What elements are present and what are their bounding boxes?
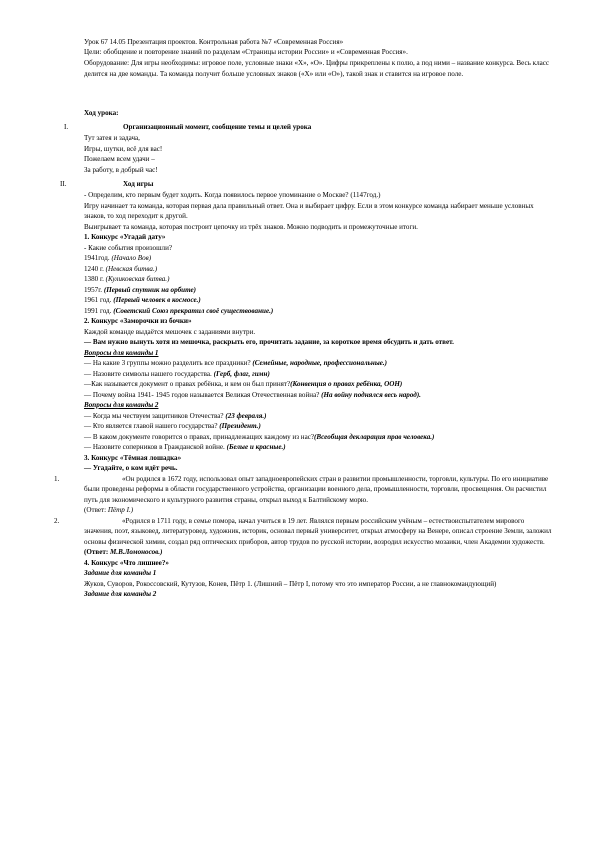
team-2-questions-heading: Вопросы для команды 2	[84, 401, 159, 409]
equipment-paragraph: Оборудование: Для игры необходимы: игровое поле, условные знаки «Х», «О». Цифры прикреплены к полю, а под ними – название конкурса. Весь класс делится на две команды. Та команда получит больше условных знаков («Х» или «О»), такой знак и ставится на игровое поле.	[84, 59, 550, 78]
team-1-questions-heading: Вопросы для команды 1	[84, 348, 159, 357]
contest-2-text: Каждой команде выдаётся мешочек с заданиями внутри.	[84, 327, 256, 336]
intro-line: - Определим, кто первым будет ходить. Когда появилось первое упоминание о Москве? (1147год.)	[84, 191, 381, 199]
question-item: — На какие 3 группы можно разделить все праздники? (Семейные, народные, профессиональные.)	[84, 359, 388, 367]
contest-4-title: 4. Конкурс «Что лишнее?»	[84, 558, 169, 567]
question-item: —Как называется документ о правах ребёнка, и кем он был принят?(Конвенция о правах ребёнка, ООН)	[84, 380, 403, 388]
question-item: — Назовите символы нашего государства. (Герб, флаг, гимн)	[84, 369, 270, 378]
task-1-heading: Задание для команды 1	[84, 569, 157, 577]
date-item: 1957г. (Первый спутник на орбите)	[84, 285, 197, 294]
date-item: 1941год. (Начало Вов)	[84, 254, 152, 262]
step-1-number: I.	[64, 123, 69, 131]
lesson-goals: Цели: обобщение и повторение знаний по разделам «Страницы истории России» и «Современная Россия».	[84, 48, 408, 56]
step-2-label: Ход игры	[123, 180, 154, 188]
question-item: — Почему война 1941- 1945 годов называется Великая Отечественная война? (На войну поднялся весь народ).	[84, 390, 421, 399]
contest-3-intro: — Угадайте, о ком идёт речь.	[84, 464, 178, 472]
task-2-heading: Задание для команды 2	[84, 590, 157, 598]
date-item: 1991 год. (Советский Союз прекратил своё существование.)	[84, 306, 274, 315]
question-item: — В каком документе говорится о правах, принадлежащих каждому из нас?(Всеобщая декларация прав человека.)	[84, 432, 435, 441]
date-item: 1240 г. (Невская битва.)	[84, 264, 158, 273]
riddle-item: 1. «Он родился в 1672 году, использовал опыт западноевропейских стран в развитии промышленности, торговли, культуры. По его инициативе были проведены реформы в области государственного устройства, организации военного дела, промышленности, торговли, просвещения. Он расчистил путь для экономического и культурного развития страны, открыл выход к Балтийскому морю. (Ответ: Пётр I.)	[54, 474, 549, 514]
question-item: — Кто является главой нашего государства? (Президент.)	[84, 422, 261, 430]
question-item: — Назовите соперников в Гражданской войне. (Белые и красные.)	[84, 443, 286, 451]
contest-2-text: — Вам нужно вынуть хотя из мешочка, раскрыть его, прочитать задание, за короткое время обсудить и дать ответ.	[84, 338, 454, 346]
date-item: 1380 г. (Куликовская битва.)	[84, 275, 170, 283]
poem-line: Тут затея и задача,	[84, 134, 140, 142]
date-item: 1961 год. (Первый человек в космосе.)	[84, 296, 201, 304]
riddle-item: 2. «Родился в 1711 году, в семье помора, начал учиться в 19 лет. Являлся первым российским учёным – естествоиспытателем мирового значения, поэт, языковед, литературовед, художник, историк, основал первый университет, открыл атмосферу на Венере, описал строение Земли, заложил основы физической химии, создал ряд оптических приборов, автор трудов по русской истории, возродил искусство мозаики, член Академии художеств. (Ответ: М.В.Ломоносов.)	[54, 516, 552, 556]
contest-2-title: 2. Конкурс «Заморочки из бочки»	[84, 317, 192, 325]
contest-1-question: - Какие события произошли?	[84, 243, 173, 252]
intro-line: Выигрывает та команда, которая построит цепочку из трёх знаков. Можно подводить и промежуточные итоги.	[84, 222, 418, 231]
poem-line: Игры, шутки, всё для вас!	[84, 144, 163, 153]
course-heading: Ход урока:	[84, 109, 119, 117]
step-2-number: II.	[60, 180, 67, 188]
task-1-text: Жуков, Суворов, Рокоссовский, Кутузов, Конев, Пётр 1. (Лишний – Пётр I, потому что это император России, а не главнокомандующий)	[84, 579, 497, 588]
poem-line: За работу, в добрый час!	[84, 165, 158, 174]
step-1-label: Организационный момент, сообщение темы и целей урока	[123, 123, 312, 131]
poem-line: Пожелаем всем удачи –	[84, 155, 155, 163]
contest-3-title: 3. Конкурс «Тёмная лошадка»	[84, 453, 182, 462]
poem	[84, 133, 162, 175]
contest-1-title: 1. Конкурс «Угадай дату»	[84, 233, 166, 241]
document-title: Урок 67 14.05 Презентация проектов. Контрольная работа №7 «Современная Россия»	[84, 38, 344, 46]
game-body	[54, 190, 554, 600]
question-item: — Когда мы чествуем защитников Отечества? (23 февраля.)	[84, 411, 267, 420]
intro-line: Игру начинает та команда, которая первая дала правильный ответ. Она и выбирает цифру. Если в этом конкурсе команда набирает меньше условных знаков, то ход переходит к другой.	[84, 201, 534, 220]
